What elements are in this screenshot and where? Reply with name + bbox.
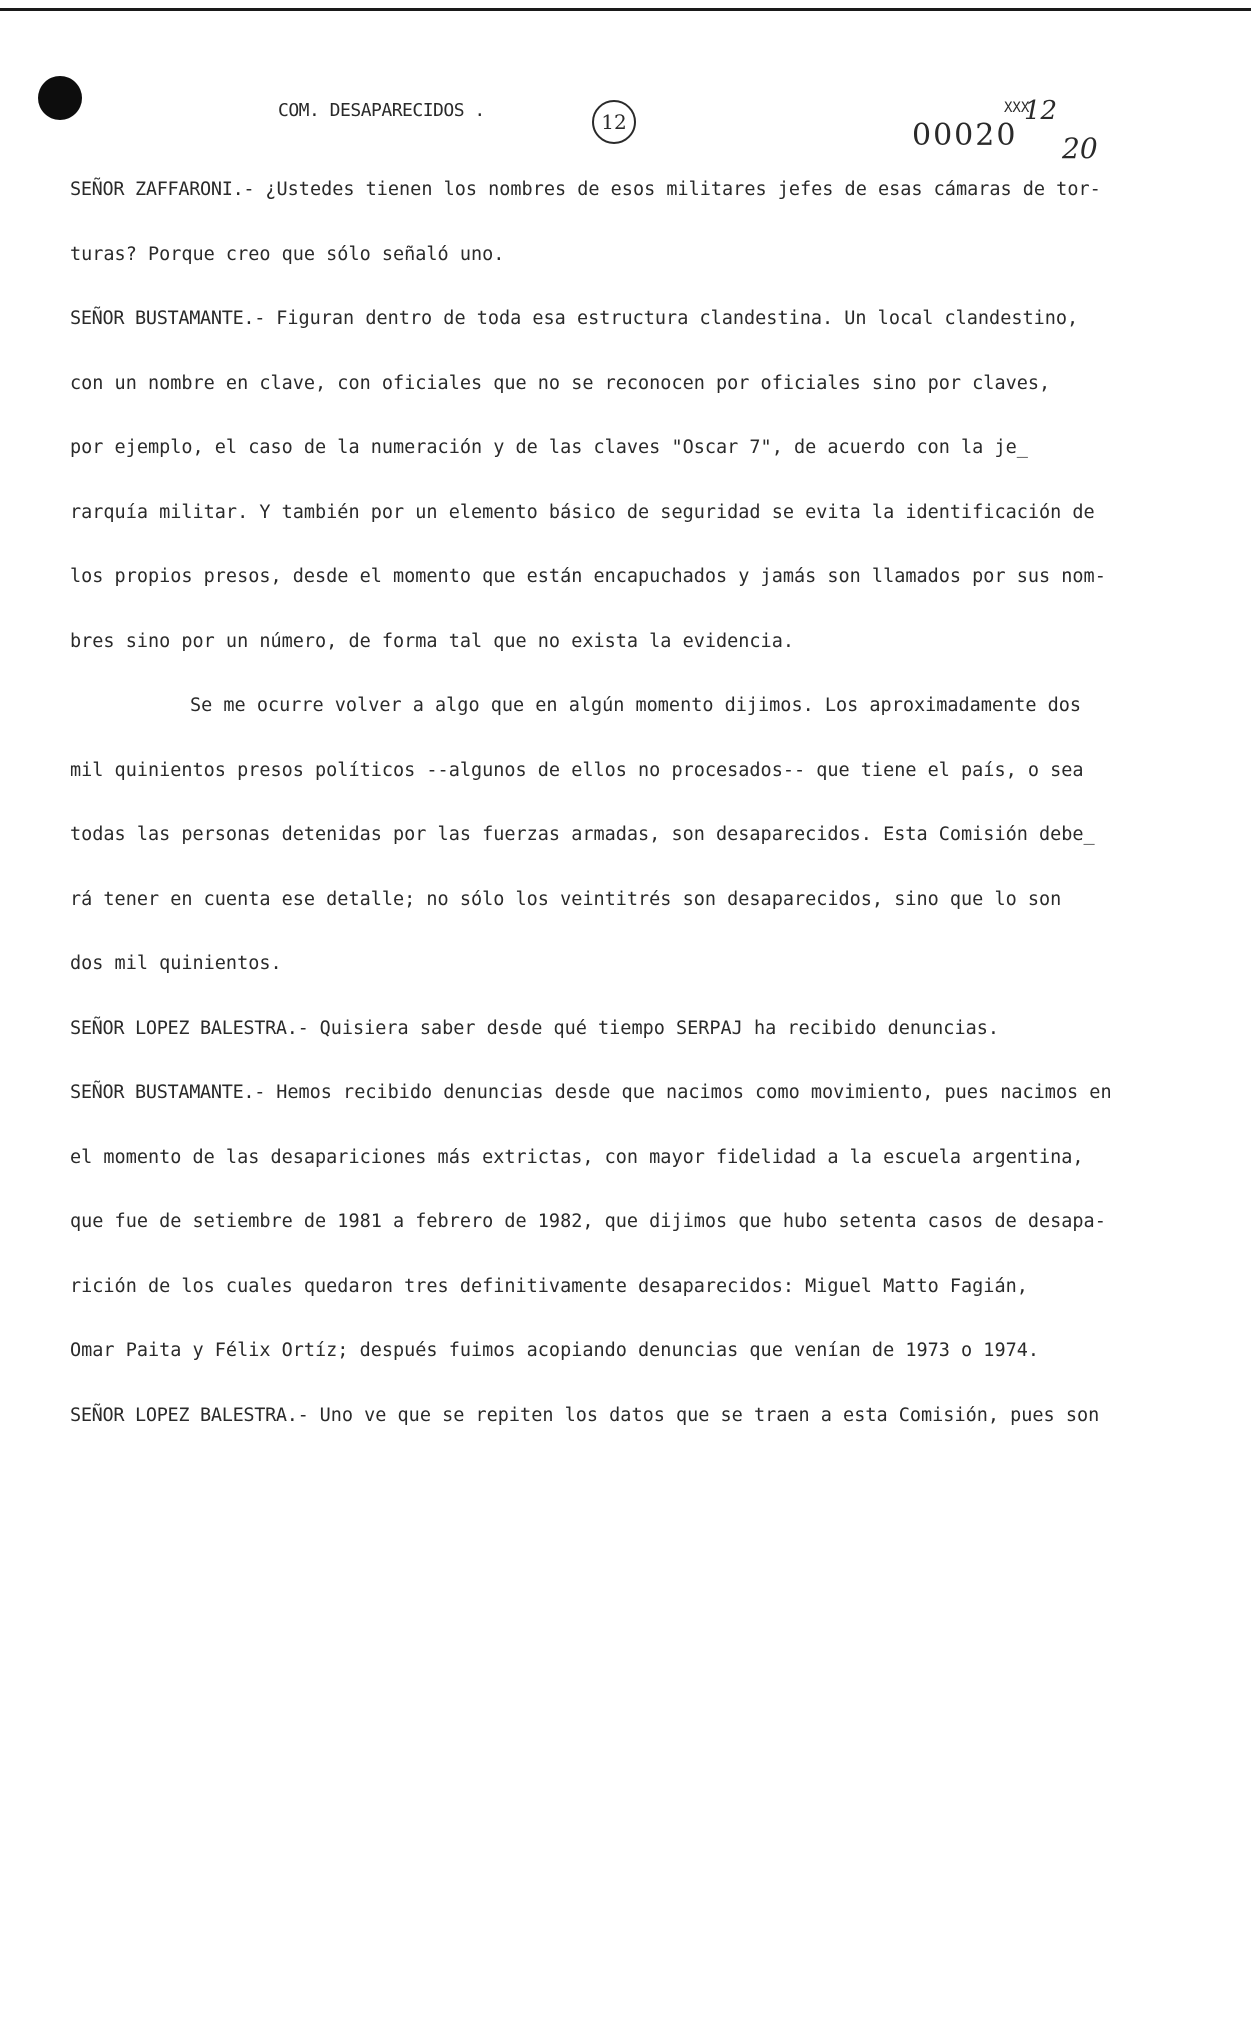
transcript-line (70, 1384, 1100, 1449)
speaker-label: SEÑOR LOPEZ BALESTRA.- (70, 1404, 309, 1426)
line-text: con un nombre en clave, con oficiales que no se reconocen por oficiales sino por claves, (70, 372, 1051, 394)
transcript-line (70, 739, 1092, 804)
line-text: el momento de las desapariciones más extrictas, con mayor fidelidad a la escuela argentina, (70, 1146, 1084, 1168)
line-text: Figuran dentro de toda esa estructura clandestina. Un local clandestino, (265, 308, 1079, 329)
transcript-line (70, 545, 1106, 610)
line-text: Quisiera saber desde qué tiempo SERPAJ ha recibido denuncias. (308, 1017, 999, 1039)
top-rule (0, 8, 1251, 11)
transcript-line (70, 287, 1092, 352)
line-text: por ejemplo, el caso de la numeración y de las claves "Oscar 7", de acuerdo con la je_ (70, 437, 1028, 458)
transcript-line (70, 610, 1092, 675)
transcript-line (70, 868, 1092, 933)
page-heading: COM. DESAPARECIDOS . (278, 100, 485, 121)
line-text: que fue de setiembre de 1981 a febrero de 1982, que dijimos que hubo setenta casos de desapa- (70, 1211, 1106, 1232)
page-number-stamp: 12 (592, 100, 636, 144)
transcript-line (70, 1319, 1092, 1384)
line-text: rición de los cuales quedaron tres definitivamente desaparecidos: Miguel Matto Fagián, (70, 1275, 1028, 1297)
line-text: rarquía militar. Y también por un elemento básico de seguridad se evita la identificación de (70, 501, 1095, 523)
speaker-label: SEÑOR ZAFFARONI.- (70, 179, 255, 200)
handwritten-number-bottom: 20 (1062, 132, 1098, 165)
line-text: Se me ocurre volver a algo que en algún momento dijimos. Los aproximadamente dos (190, 695, 1082, 716)
transcript-line (70, 1061, 1112, 1126)
small-mark: XXX (1004, 100, 1030, 116)
speaker-label: SEÑOR LOPEZ BALESTRA.- (70, 1017, 309, 1039)
document-number: 00020 (912, 118, 1018, 153)
line-text: Omar Paita y Félix Ortíz; después fuimos acopiando denuncias que venían de 1973 o 1974. (70, 1340, 1040, 1361)
transcript-line (70, 997, 1092, 1062)
line-text: dos mil quinientos. (70, 953, 282, 974)
line-text: turas? Porque creo que sólo señaló uno. (70, 243, 505, 265)
transcript-line (70, 158, 1101, 223)
speaker-label: SEÑOR BUSTAMANTE.- (70, 308, 266, 329)
transcript-body (70, 158, 1112, 1448)
line-text: Hemos recibido denuncias desde que nacimos como movimiento, pues nacimos en (265, 1082, 1112, 1103)
transcript-line (70, 481, 1095, 546)
line-text: mil quinientos presos políticos --algunos de ellos no procesados-- que tiene el país, o sea (70, 759, 1084, 781)
transcript-line (70, 1190, 1106, 1255)
handwritten-number-top: 12 (1024, 96, 1058, 126)
transcript-line (70, 1126, 1092, 1191)
transcript-line (70, 416, 1092, 481)
punch-hole (38, 76, 82, 120)
line-text: todas las personas detenidas por las fuerzas armadas, son desaparecidos. Esta Comisión debe_ (70, 824, 1095, 845)
speaker-label: SEÑOR BUSTAMANTE.- (70, 1082, 266, 1103)
transcript-line (70, 352, 1092, 417)
line-text: bres sino por un número, de forma tal que no exista la evidencia. (70, 630, 794, 652)
transcript-line (70, 932, 1092, 997)
line-text: los propios presos, desde el momento que están encapuchados y jamás son llamados por sus nom- (70, 566, 1106, 587)
transcript-line (70, 223, 1092, 288)
line-text: rá tener en cuenta ese detalle; no sólo los veintitrés son desaparecidos, sino que lo son (70, 888, 1062, 910)
transcript-line (70, 803, 1095, 868)
line-text: Uno ve que se repiten los datos que se traen a esta Comisión, pues son (308, 1404, 1100, 1426)
line-text: ¿Ustedes tienen los nombres de esos militares jefes de esas cámaras de tor- (254, 179, 1101, 200)
transcript-line (70, 1255, 1092, 1320)
transcript-line (70, 674, 1092, 739)
